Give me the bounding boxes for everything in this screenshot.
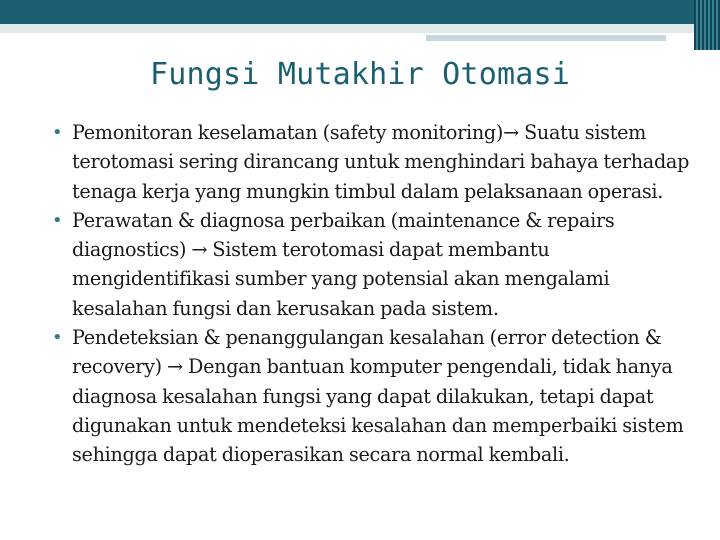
header-accent [426,35,666,41]
header-bar [0,0,720,24]
bullet-list [52,118,698,470]
bullet-text: Pendeteksian & penanggulangan kesalahan (error detection & recovery) → Dengan bantuan komputer pengendali, tidak hanya diagnosa kesalahan fungsi yang dapat dilakukan, tetapi dapat digunakan untuk mendeteksi kesalahan dan memperbaiki sistem sehingga dapat dioperasikan secara normal kembali. [72,326,684,467]
bullet-text: Perawatan & diagnosa perbaikan (maintenance & repairs diagnostics) → Sistem terotomasi dapat membantu mengidentifikasi sumber yang potensial akan mengalami kesalahan fungsi dan kerusakan pada sistem. [72,208,615,320]
bullet-item-safety-monitoring [52,118,698,206]
bullet-icon: • [52,122,63,143]
slide-title: Fungsi Mutakhir Otomasi [149,57,570,92]
header-band [0,24,720,33]
bullet-icon: • [52,327,63,349]
bullet-item-error-detection [52,323,698,469]
corner-stripes [694,0,720,50]
bullet-text: Pemonitoran keselamatan (safety monitoring)→ Suatu sistem terotomasi sering dirancang untuk menghindari bahaya terhadap tenaga kerja yang mungkin timbul dalam pelaksanaan operasi. [72,121,690,203]
bullet-item-maintenance [52,206,698,323]
bullet-icon: • [52,209,63,231]
